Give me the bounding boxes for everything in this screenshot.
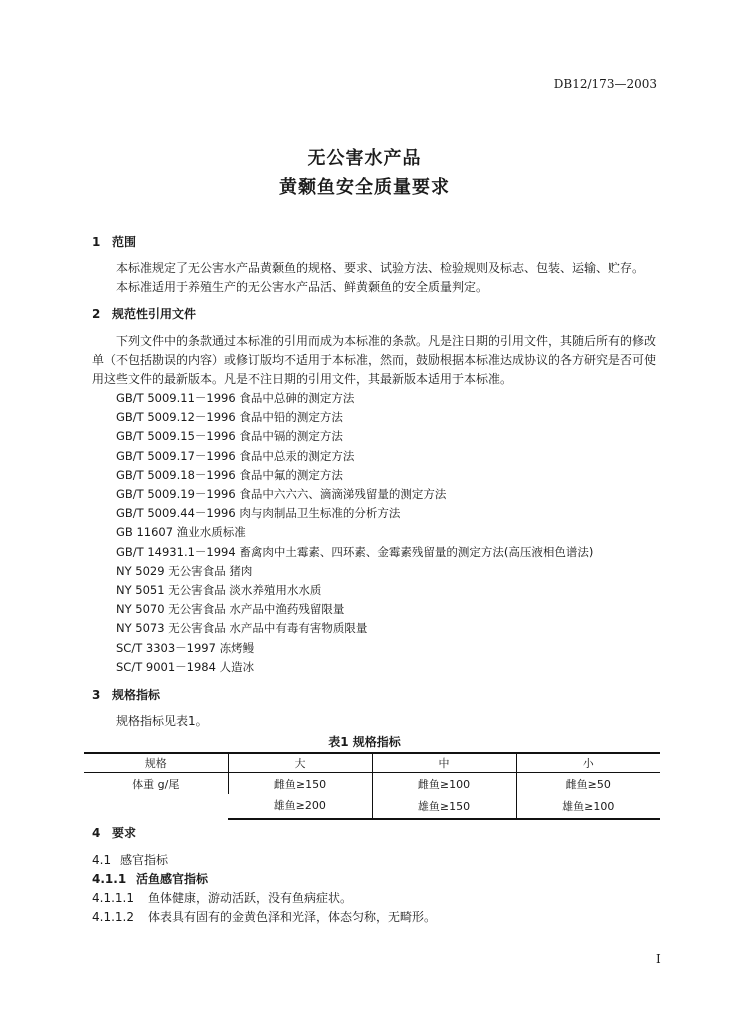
clause-text: 感官指标 bbox=[120, 853, 169, 867]
table-header-cell: 大 bbox=[228, 753, 372, 773]
table-header-cell: 规格 bbox=[84, 753, 228, 773]
section-title: 规格指标 bbox=[112, 688, 161, 702]
section-title: 范围 bbox=[112, 235, 137, 249]
clause-text: 鱼体健康，游动活跃，没有鱼病症状。 bbox=[148, 891, 353, 905]
document-code: DB12/173—2003 bbox=[553, 77, 657, 91]
page-number: I bbox=[656, 952, 661, 966]
section-2-heading bbox=[92, 305, 196, 322]
reference-item: NY 5051 无公害食品 淡水养殖用水水质 bbox=[116, 583, 322, 598]
section-1-heading bbox=[92, 233, 136, 250]
subclause-4-1 bbox=[92, 851, 168, 868]
table-cell: 雌鱼≥100 bbox=[372, 773, 516, 795]
reference-item: GB/T 5009.11－1996 食品中总砷的测定方法 bbox=[116, 391, 355, 405]
section-1-paragraph-2: 本标准适用于养殖生产的无公害水产品活、鲜黄颡鱼的安全质量判定。 bbox=[116, 280, 489, 294]
clause-number: 4.1.1 bbox=[92, 872, 127, 886]
clause-number: 4.1.1.1 bbox=[92, 891, 134, 905]
reference-item: GB/T 5009.18－1996 食品中氟的测定方法 bbox=[116, 467, 343, 482]
reference-item: GB/T 5009.12－1996 食品中铅的测定方法 bbox=[116, 410, 343, 425]
section-2-paragraph: 下列文件中的条款通过本标准的引用而成为本标准的条款。凡是注日期的引用文件，其随后所有的修改单（不包括勘误的内容）或修订版均不适用于本标准，然而，鼓励根据本标准达成协议的各方研究是否可使用这些文件的最新版本。凡是不注日期的引用文件，其最新版本适用于本标准。 bbox=[92, 334, 657, 386]
table-cell: 雄鱼≥100 bbox=[516, 794, 660, 819]
section-4-heading bbox=[92, 824, 136, 841]
subclause-4-1-1-1 bbox=[92, 889, 352, 906]
table-header-row bbox=[84, 753, 660, 773]
table-row-label: 体重 g/尾 bbox=[132, 778, 180, 791]
subclause-4-1-1-2 bbox=[92, 908, 436, 925]
reference-item: NY 5070 无公害食品 水产品中渔药残留限量 bbox=[116, 602, 345, 617]
table-header-cell: 小 bbox=[516, 753, 660, 773]
table-cell: 雌鱼≥50 bbox=[516, 773, 660, 795]
section-number: 2 bbox=[92, 307, 101, 321]
subclause-4-1-1 bbox=[92, 870, 208, 887]
section-number: 4 bbox=[92, 826, 101, 840]
clause-text: 活鱼感官指标 bbox=[136, 872, 209, 886]
reference-item: GB/T 5009.19－1996 食品中六六六、滴滴涕残留量的测定方法 bbox=[116, 487, 447, 502]
table-cell: 雄鱼≥200 bbox=[228, 794, 372, 819]
table-caption: 表1 规格指标 bbox=[328, 735, 401, 749]
reference-item: GB/T 14931.1－1994 畜禽肉中土霉素、四环素、金霉素残留量的测定方法(高压液相色谱法) bbox=[116, 544, 594, 559]
reference-item: SC/T 9001－1984 人造冰 bbox=[116, 659, 255, 674]
table-cell: 雄鱼≥150 bbox=[372, 794, 516, 819]
reference-item: NY 5073 无公害食品 水产品中有毒有害物质限量 bbox=[116, 621, 368, 636]
table-cell: 雌鱼≥150 bbox=[228, 773, 372, 795]
reference-item: GB 11607 渔业水质标准 bbox=[116, 525, 246, 540]
section-title: 规范性引用文件 bbox=[112, 307, 197, 321]
document-title-line1: 无公害水产品 bbox=[307, 148, 422, 169]
section-title: 要求 bbox=[112, 826, 137, 840]
reference-item: GB/T 5009.15－1996 食品中镉的测定方法 bbox=[116, 429, 343, 444]
spec-table bbox=[84, 752, 660, 820]
section-number: 1 bbox=[92, 235, 101, 249]
section-1-paragraph-1: 本标准规定了无公害水产品黄颡鱼的规格、要求、试验方法、检验规则及标志、包装、运输、贮存。 bbox=[116, 261, 645, 275]
normative-references-list bbox=[116, 389, 593, 677]
reference-item: GB/T 5009.44－1996 肉与肉制品卫生标准的分析方法 bbox=[116, 506, 401, 521]
section-number: 3 bbox=[92, 688, 101, 702]
table-header-cell: 中 bbox=[372, 753, 516, 773]
document-title-line2: 黄颡鱼安全质量要求 bbox=[279, 177, 450, 198]
clause-number: 4.1.1.2 bbox=[92, 910, 134, 924]
reference-item: SC/T 3303－1997 冻烤鳗 bbox=[116, 640, 255, 655]
clause-text: 体表具有固有的金黄色泽和光泽，体态匀称，无畸形。 bbox=[148, 910, 437, 924]
reference-item: NY 5029 无公害食品 猪肉 bbox=[116, 563, 253, 578]
section-3-paragraph: 规格指标见表1。 bbox=[116, 714, 208, 728]
table-row bbox=[84, 773, 660, 795]
clause-number: 4.1 bbox=[92, 853, 112, 867]
reference-item: GB/T 5009.17－1996 食品中总汞的测定方法 bbox=[116, 448, 355, 463]
section-3-heading bbox=[92, 686, 160, 703]
